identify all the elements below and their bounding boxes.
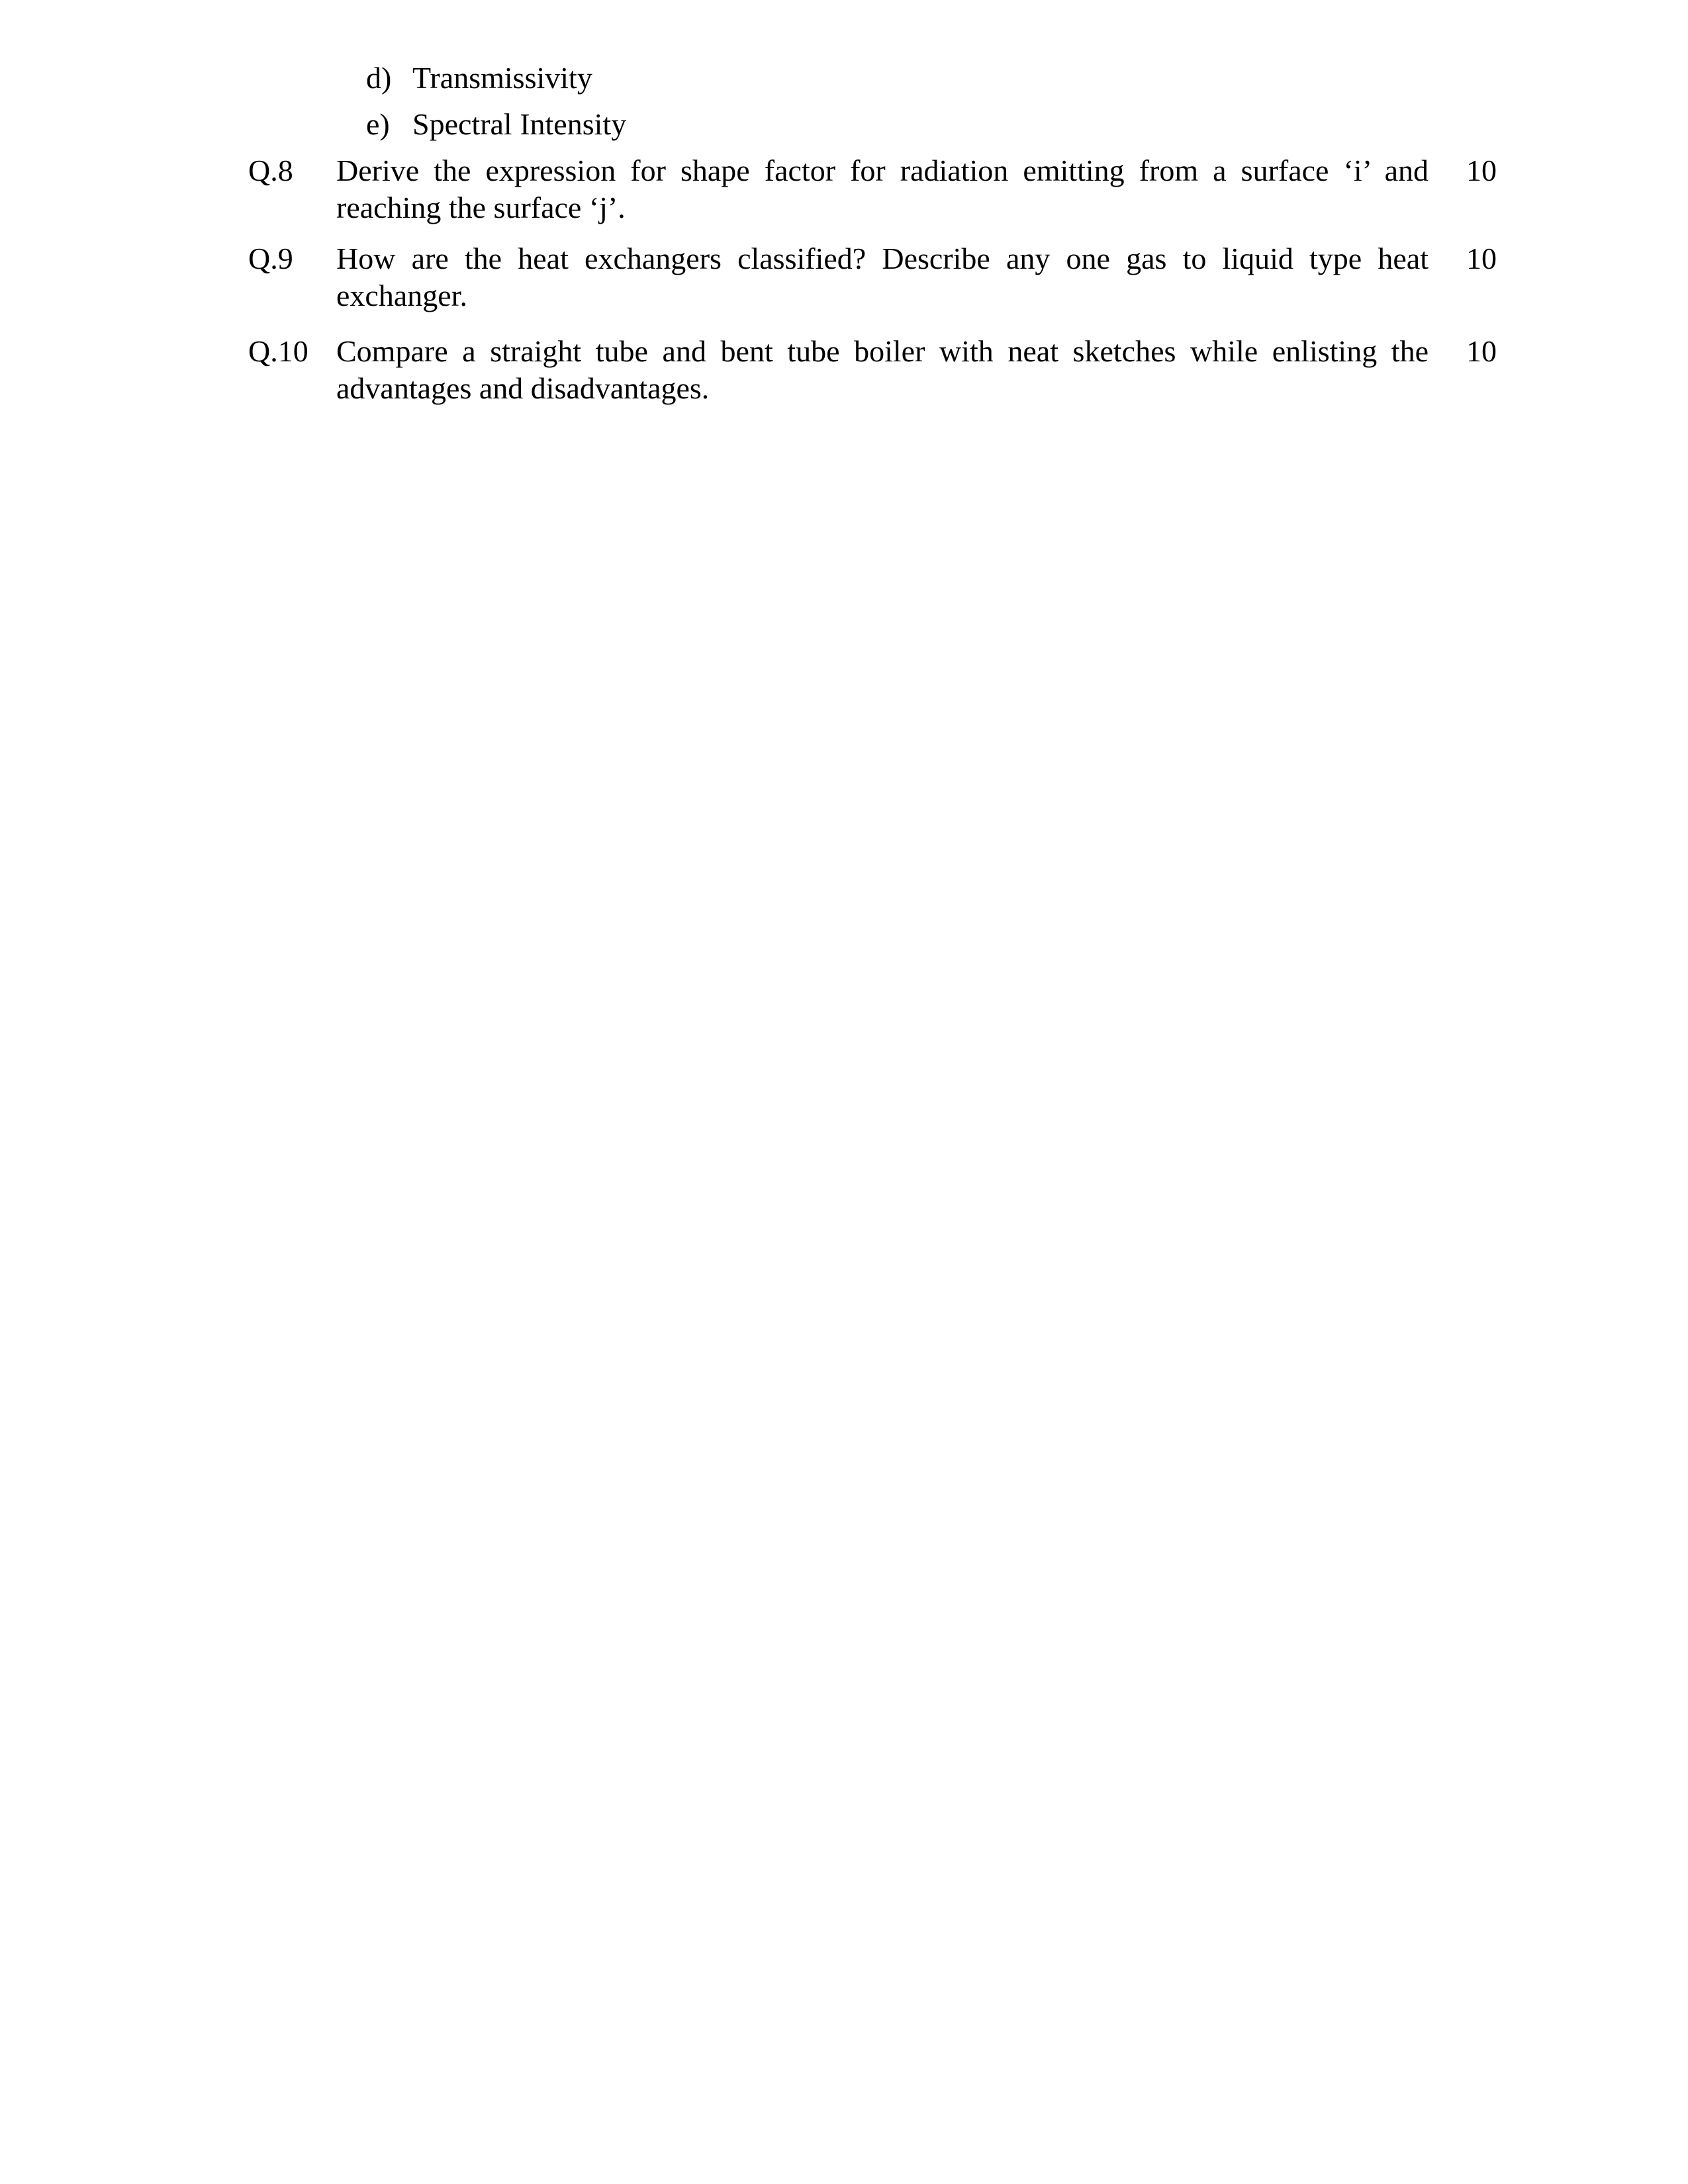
question-number: Q.10 bbox=[248, 334, 308, 368]
question-marks: 10 bbox=[1466, 334, 1497, 368]
sub-item-d bbox=[366, 60, 592, 97]
question-text bbox=[336, 152, 1429, 226]
question-marks: 10 bbox=[1466, 154, 1497, 187]
sub-item-text: Spectral Intensity bbox=[412, 107, 627, 141]
question-text-line: exchanger. bbox=[336, 279, 467, 312]
question-text bbox=[336, 333, 1429, 407]
question-text-line: Compare a straight tube and bent tube boiler with neat sketches while enlisting the bbox=[336, 334, 1429, 368]
question-marks: 10 bbox=[1466, 242, 1497, 275]
question-text-line: reaching the surface ‘j’. bbox=[336, 191, 626, 224]
sub-item-e bbox=[366, 106, 626, 143]
question-text-line: advantages and disadvantages. bbox=[336, 371, 710, 405]
question-number: Q.8 bbox=[248, 154, 293, 187]
question-text-line: How are the heat exchangers classified? Describe any one gas to liquid type heat bbox=[336, 242, 1429, 275]
question-text-line: Derive the expression for shape factor for radiation emitting from a surface ‘i’ and bbox=[336, 154, 1429, 187]
sub-item-letter: e) bbox=[366, 107, 390, 141]
sub-item-letter: d) bbox=[366, 61, 392, 95]
question-text bbox=[336, 240, 1429, 314]
question-number: Q.9 bbox=[248, 242, 293, 275]
sub-item-text: Transmissivity bbox=[412, 61, 592, 95]
